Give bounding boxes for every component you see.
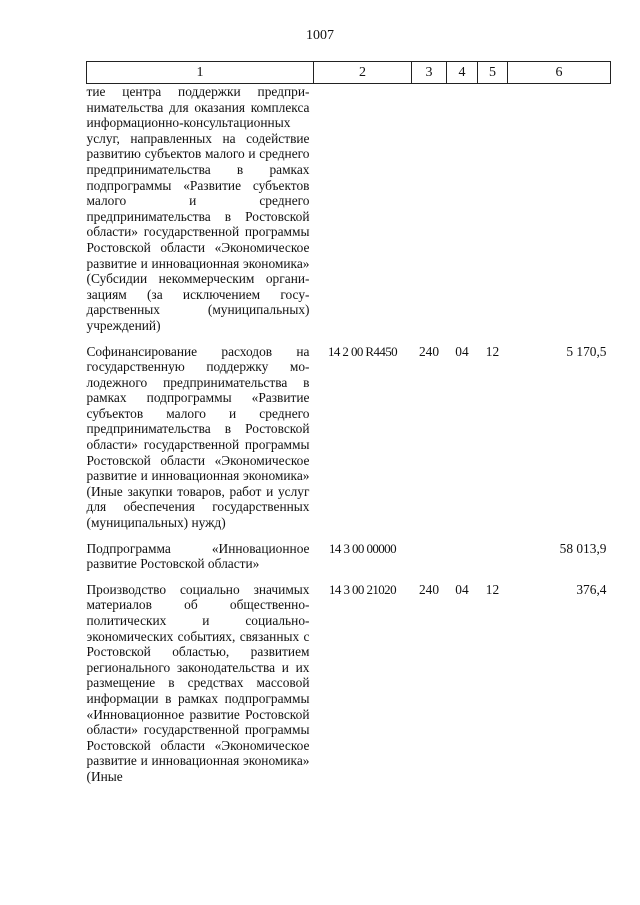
row-vr bbox=[412, 84, 447, 340]
table-row bbox=[87, 340, 611, 537]
row-code: 14 3 00 21020 bbox=[329, 581, 396, 597]
row-name: Производство социально значимых материалов об общественно-политических и социально-экономических событиях, связанных с Ростовской областью, развитием регионального законодательства и их размещение в средствах массовой информации в рамках подпрограммы «Инновационное развитие Ростовской области» государственной программы Ростовской области «Экономическое развитие и инновационная экономика» (Иные bbox=[86, 581, 310, 784]
row-pr bbox=[478, 537, 508, 578]
table-row bbox=[87, 84, 611, 340]
row-rz bbox=[447, 84, 478, 340]
row-name: Софинансирование расходов на государственную поддержку молодежного предпринимательства в рамках подпрограммы «Развитие субъектов малого и среднего предпринимательства в Ростовской области» государственной программы Ростовской области «Экономическое развитие и инновационная экономика» (Иные закупки товаров, работ и услуг для обеспечения государственных (муниципальных) нужд) bbox=[86, 343, 310, 531]
column-header-4: 4 bbox=[447, 62, 478, 84]
page-number: 1007 bbox=[306, 28, 334, 43]
row-name: тие центра поддержки предпринимательства для оказания комплекса информационно-консультационных услуг, направленных на содействие развитию субъектов малого и среднего предпринимательства в рамках подпрограммы «Развитие субъектов малого и среднего предпринимательства в Ростовской области» государственной программы Ростовской области «Экономическое развитие и инновационная экономика» (Субсидии некоммерческим организациям (за исключением государственных (муниципальных) учреждений) bbox=[86, 84, 310, 333]
column-header-2: 2 bbox=[314, 62, 412, 84]
row-name: Подпрограмма «Инновационное развитие Ростовской области» bbox=[86, 540, 310, 572]
column-header-1: 1 bbox=[87, 62, 314, 84]
row-vr: 240 bbox=[418, 343, 440, 359]
row-sum: 376,4 bbox=[576, 581, 607, 597]
row-pr bbox=[478, 84, 508, 340]
row-code: 14 3 00 00000 bbox=[329, 540, 396, 556]
column-header-6: 6 bbox=[508, 62, 611, 84]
row-rz: 04 bbox=[455, 581, 469, 597]
column-number-row bbox=[87, 62, 611, 84]
row-code: 14 2 00 R4450 bbox=[327, 343, 398, 359]
row-sum: 58 013,9 bbox=[559, 540, 607, 556]
column-header-3: 3 bbox=[412, 62, 447, 84]
row-code bbox=[314, 84, 412, 340]
row-rz: 04 bbox=[455, 343, 469, 359]
row-rz bbox=[447, 537, 478, 578]
budget-table bbox=[86, 61, 611, 791]
row-vr bbox=[412, 537, 447, 578]
table-row bbox=[87, 578, 611, 791]
row-vr: 240 bbox=[418, 581, 440, 597]
row-sum: 5 170,5 bbox=[566, 343, 607, 359]
row-sum bbox=[508, 84, 611, 340]
row-pr: 12 bbox=[485, 343, 500, 359]
table-row bbox=[87, 537, 611, 578]
column-header-5: 5 bbox=[478, 62, 508, 84]
row-pr: 12 bbox=[485, 581, 500, 597]
